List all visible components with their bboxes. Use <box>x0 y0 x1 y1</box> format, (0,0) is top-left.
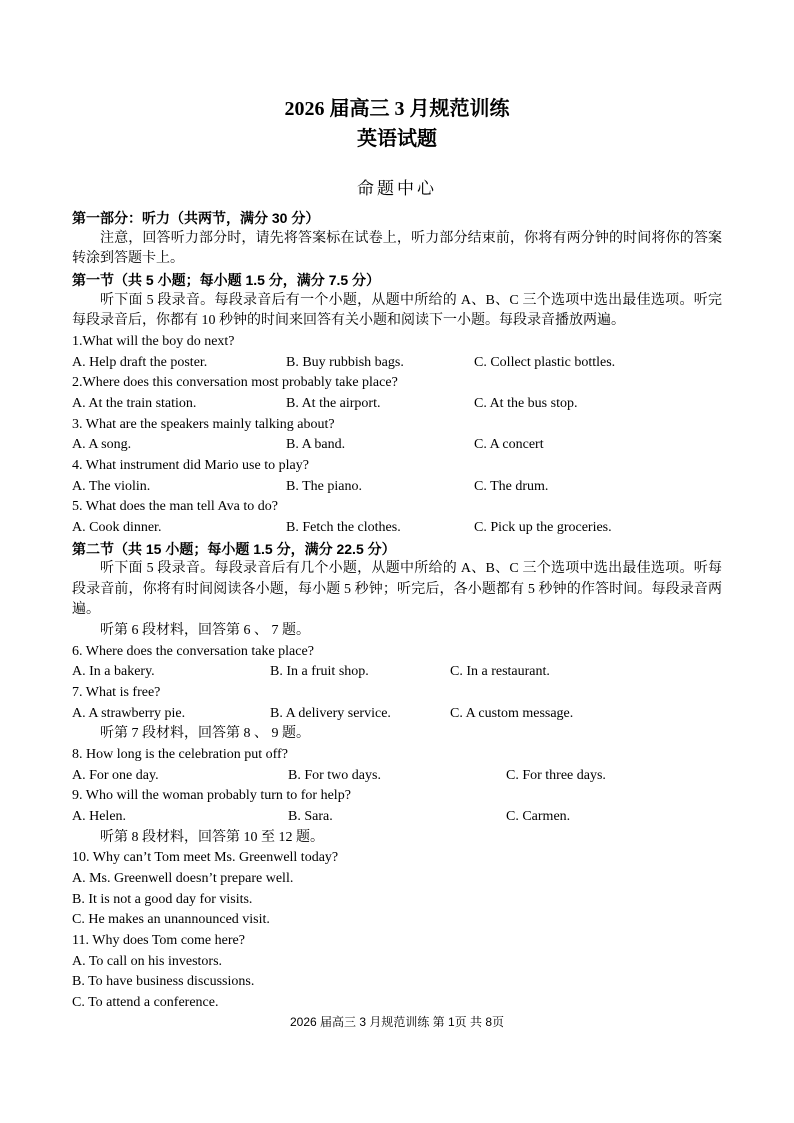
question-text: 10. Why can’t Tom meet Ms. Greenwell today? <box>72 850 339 866</box>
option-B: B. At the airport. <box>286 395 381 411</box>
paper-issuer: 命题中心 <box>357 179 437 198</box>
question-text: 5. What does the man tell Ava to do? <box>72 499 278 515</box>
option-A: A. Helen. <box>72 809 127 825</box>
option-B: B. Buy rubbish bags. <box>286 354 404 370</box>
option-C: C. The drum. <box>474 478 549 494</box>
question-text: 6. Where does the conversation take place? <box>72 643 314 659</box>
section-heading: 第二节（共 15 小题；每小题 1.5 分，满分 22.5 分） <box>72 540 396 557</box>
option-C: C. For three days. <box>506 767 606 783</box>
instruction-paragraph: 听下面 5 段录音。每段录音后有一个小题，从题中所给的 A、B、C 三个选项中选出最佳选项。听完每段录音后，你都有 10 秒钟的时间来回答有关小题和阅读下一小题。每段录音播放两遍。 <box>72 292 722 329</box>
option-C: C. Pick up the groceries. <box>474 519 612 535</box>
material-cue: 听第 8 段材料，回答第 10 至 12 题。 <box>100 829 324 845</box>
option-C: C. A concert <box>474 437 544 453</box>
page-footer: 2026 届高三 3 月规范训练 第 1页 共 8页 <box>289 1015 505 1029</box>
option-C: C. At the bus stop. <box>474 395 578 411</box>
option-B: B. A band. <box>286 437 346 453</box>
instruction-paragraph: 听下面 5 段录音。每段录音后有几个小题，从题中所给的 A、B、C 三个选项中选出最佳选项。听每段录音前，你将有时间阅读各小题，每小题 5 秒钟；听完后，各小题都有 5 秒钟的作答时间。每段录音两遍。 <box>72 561 722 618</box>
option-B: B. For two days. <box>288 767 381 783</box>
option-line: C. He makes an unannounced visit. <box>72 912 270 928</box>
option-line: B. It is not a good day for visits. <box>72 891 253 907</box>
option-row <box>72 766 722 787</box>
option-row <box>72 662 722 683</box>
option-C: C. A custom message. <box>450 705 574 721</box>
section-heading: 第一节（共 5 小题；每小题 1.5 分，满分 7.5 分） <box>72 271 381 288</box>
option-A: A. The violin. <box>72 478 151 494</box>
question-text: 9. Who will the woman probably turn to for help? <box>72 788 351 804</box>
option-row <box>72 807 722 828</box>
question-text: 4. What instrument did Mario use to play? <box>72 457 309 473</box>
paper-title-line2: 英语试题 <box>357 128 437 150</box>
paper-body <box>72 208 722 1014</box>
option-line: B. To have business discussions. <box>72 974 255 990</box>
option-line: A. Ms. Greenwell doesn’t prepare well. <box>72 871 294 886</box>
question-text: 11. Why does Tom come here? <box>72 932 245 948</box>
option-row <box>72 435 722 456</box>
instruction-paragraph: 注意，回答听力部分时，请先将答案标在试卷上，听力部分结束前，你将有两分钟的时间将你的答案转涂到答题卡上。 <box>72 230 722 267</box>
option-C: C. In a restaurant. <box>450 664 550 680</box>
paper-title-line1: 2026 届高三 3 月规范训练 <box>284 98 510 120</box>
question-text: 2.Where does this conversation most probably take place? <box>72 375 398 391</box>
option-C: C. Collect plastic bottles. <box>474 354 616 370</box>
option-row <box>72 353 722 374</box>
question-text: 7. What is free? <box>72 685 161 701</box>
option-A: A. For one day. <box>72 767 159 783</box>
option-line: C. To attend a conference. <box>72 994 219 1010</box>
question-text: 8. How long is the celebration put off? <box>72 747 288 763</box>
option-A: A. A song. <box>72 437 132 453</box>
option-row <box>72 704 722 725</box>
option-row <box>72 518 722 539</box>
question-text: 3. What are the speakers mainly talking about? <box>72 416 335 432</box>
option-row <box>72 477 722 498</box>
option-B: B. Sara. <box>288 809 333 825</box>
material-cue: 听第 6 段材料，回答第 6 、 7 题。 <box>100 623 310 639</box>
option-A: A. Cook dinner. <box>72 519 162 535</box>
option-B: B. In a fruit shop. <box>270 664 369 680</box>
option-B: B. A delivery service. <box>270 705 391 721</box>
option-A: A. In a bakery. <box>72 664 155 680</box>
option-C: C. Carmen. <box>506 809 571 825</box>
option-A: A. Help draft the poster. <box>72 354 208 370</box>
material-cue: 听第 7 段材料，回答第 8 、 9 题。 <box>100 726 310 742</box>
option-A: A. At the train station. <box>72 395 197 411</box>
option-A: A. A strawberry pie. <box>72 705 186 721</box>
option-B: B. The piano. <box>286 478 362 494</box>
question-text: 1.What will the boy do next? <box>72 333 235 349</box>
option-B: B. Fetch the clothes. <box>286 519 401 535</box>
option-row <box>72 394 722 415</box>
option-line: A. To call on his investors. <box>72 953 223 969</box>
section-heading: 第一部分：听力（共两节，满分 30 分） <box>72 210 320 226</box>
